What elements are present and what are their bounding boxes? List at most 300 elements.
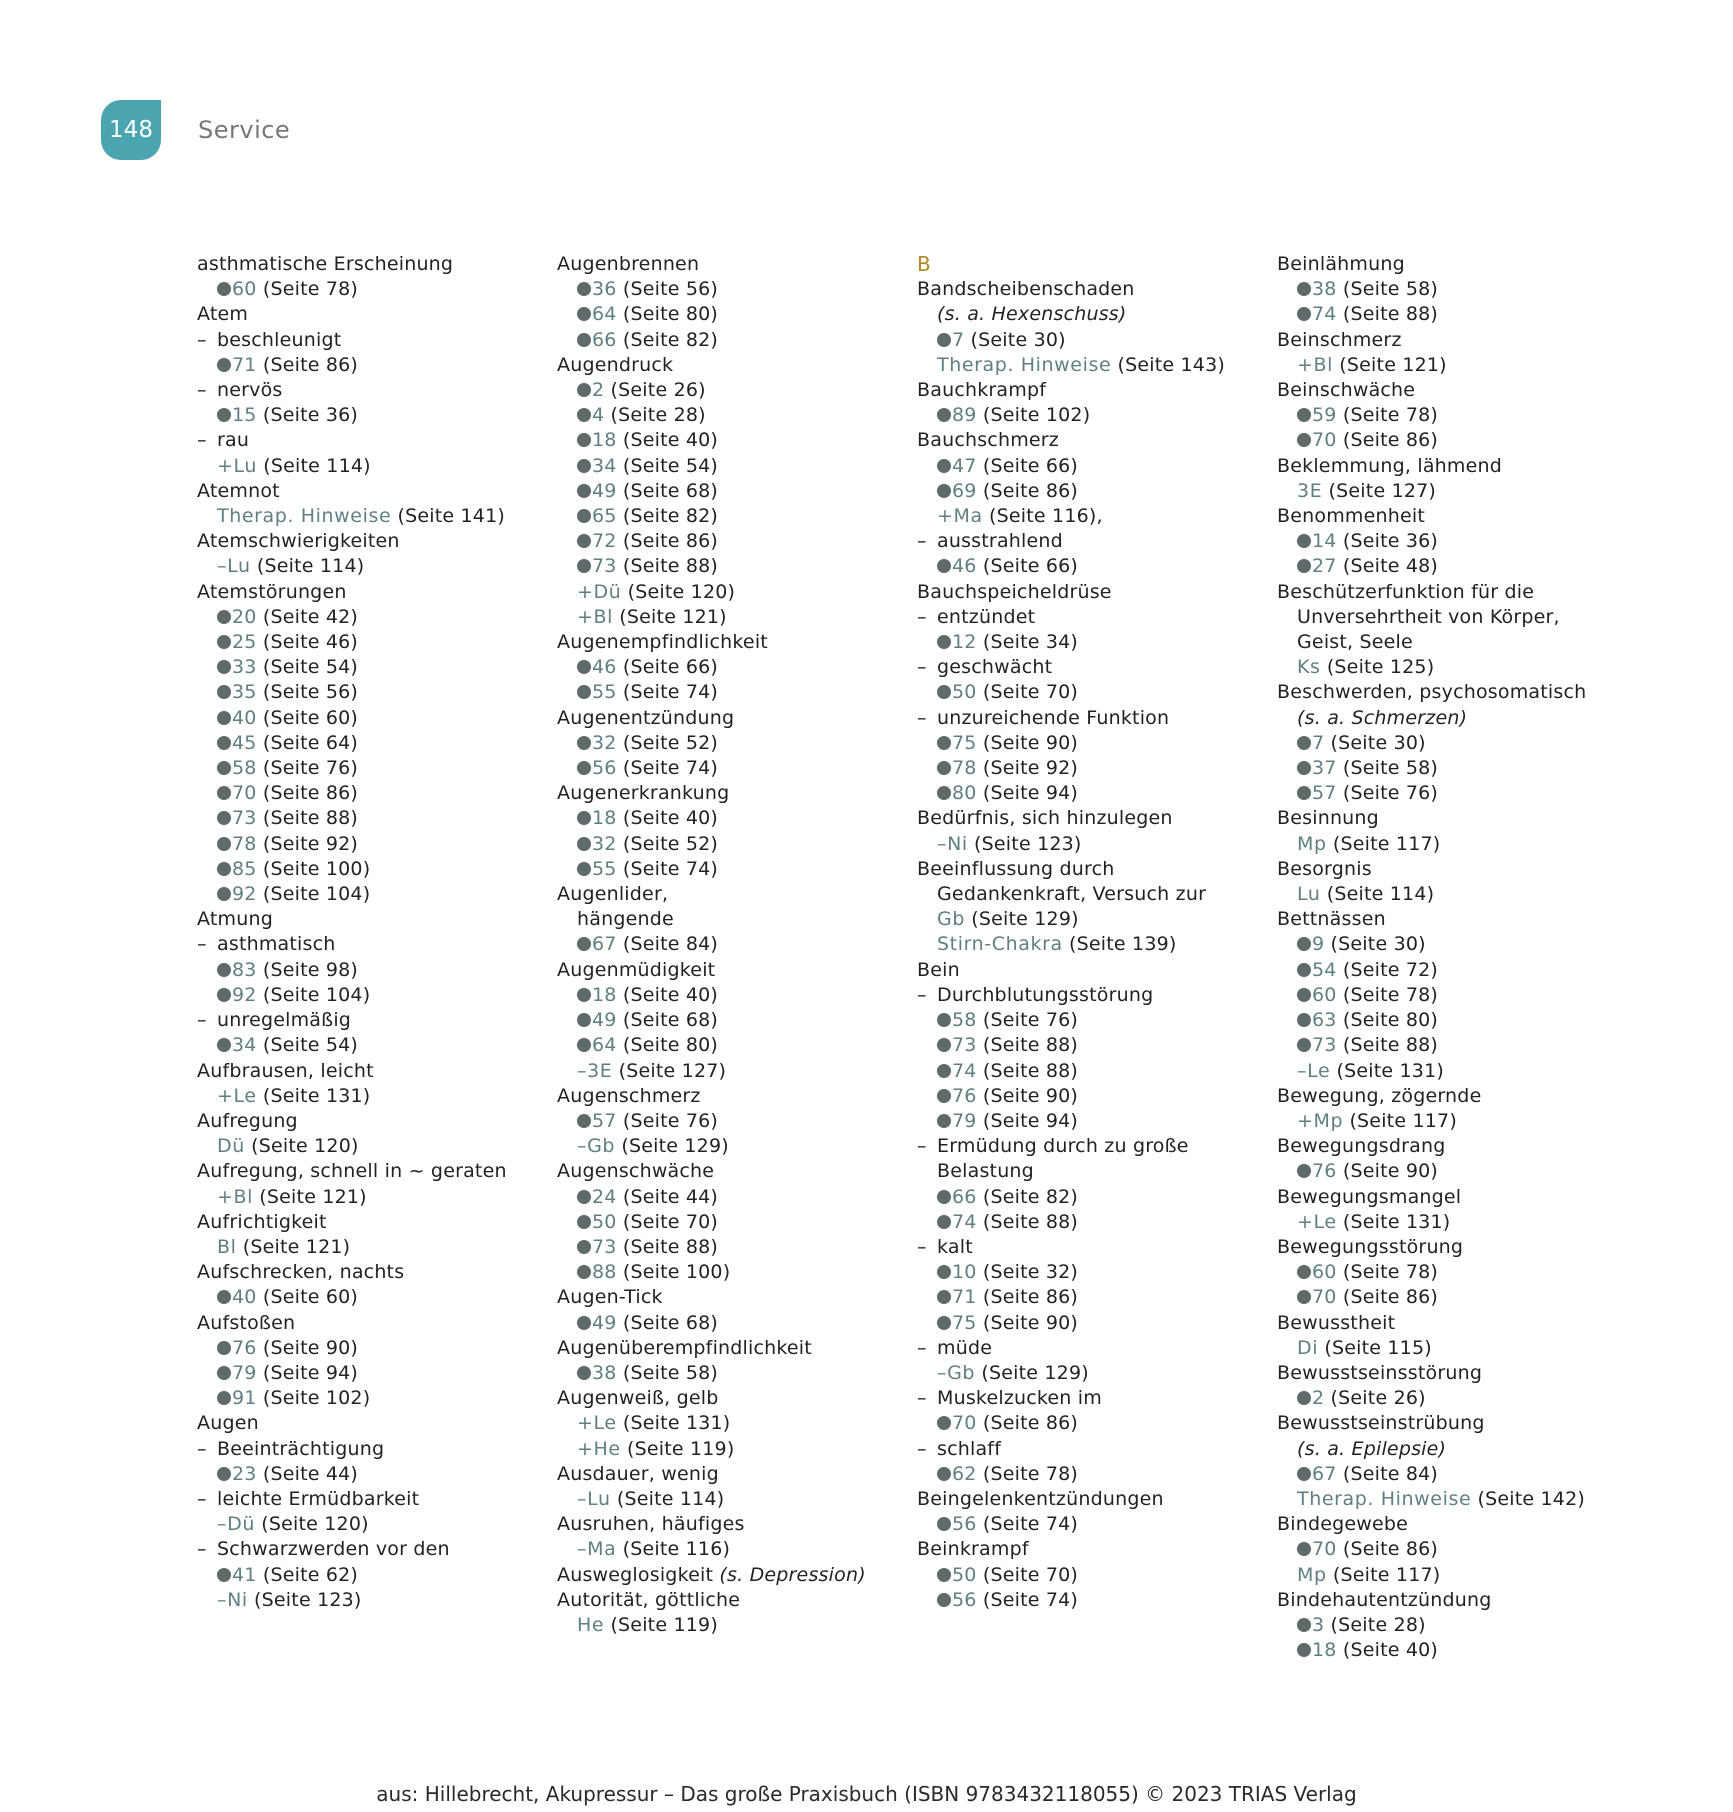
index-entry-term: Ausweglosigkeit bbox=[557, 1563, 714, 1586]
index-entry: Ausdauer, wenig bbox=[557, 1462, 719, 1485]
point-reference bbox=[917, 1084, 1262, 1109]
index-subentry bbox=[197, 378, 542, 403]
index-subentry bbox=[917, 655, 1262, 680]
acupoint-dot-icon bbox=[217, 358, 231, 372]
index-entry: Beinkrampf bbox=[917, 1538, 1029, 1561]
acupoint-dot-icon bbox=[1297, 408, 1311, 422]
page-reference: (Seite 40) bbox=[622, 983, 719, 1006]
point-number: 73 bbox=[952, 1034, 977, 1057]
meridian-code: Lu bbox=[1297, 883, 1321, 906]
point-number: 74 bbox=[952, 1059, 977, 1082]
page-reference: (Seite 94) bbox=[262, 1361, 359, 1384]
point-reference bbox=[1277, 1159, 1622, 1184]
index-subentry-term: Schwarzwerden vor den bbox=[217, 1538, 450, 1561]
acupoint-dot-icon bbox=[1297, 307, 1311, 321]
page-reference: (Seite 26) bbox=[1330, 1387, 1426, 1410]
acupoint-dot-icon bbox=[217, 1366, 231, 1380]
page-reference: (Seite 70) bbox=[982, 681, 1079, 704]
dash-glyph: – bbox=[197, 379, 207, 402]
point-reference bbox=[557, 1008, 902, 1033]
page-reference: (Seite 68) bbox=[622, 1311, 719, 1334]
point-reference bbox=[557, 1033, 902, 1058]
page-reference: (Seite 115) bbox=[1324, 1336, 1432, 1359]
point-reference bbox=[917, 1059, 1262, 1084]
index-subentry bbox=[917, 983, 1262, 1008]
index-entry: Augenentzündung bbox=[557, 706, 735, 729]
meridian-code: +Le bbox=[217, 1084, 257, 1107]
page-reference: (Seite 120) bbox=[261, 1513, 369, 1536]
point-number: 78 bbox=[952, 757, 977, 780]
page-reference: (Seite 80) bbox=[1342, 1009, 1439, 1032]
meridian-reference bbox=[917, 1361, 1262, 1386]
page-reference: (Seite 82) bbox=[622, 328, 719, 351]
meridian-code: Mp bbox=[1297, 1563, 1327, 1586]
index-entry: Beinschmerz bbox=[1277, 328, 1402, 351]
meridian-reference bbox=[197, 454, 542, 479]
point-number: 79 bbox=[232, 1361, 257, 1384]
point-number: 60 bbox=[1312, 1261, 1337, 1284]
point-number: 69 bbox=[952, 479, 977, 502]
meridian-reference bbox=[1277, 1487, 1622, 1512]
point-number: 75 bbox=[952, 731, 977, 754]
acupoint-dot-icon bbox=[937, 1290, 951, 1304]
meridian-reference bbox=[917, 907, 1262, 932]
acupoint-dot-icon bbox=[217, 1568, 231, 1582]
page-reference: (Seite 58) bbox=[1342, 757, 1439, 780]
point-reference bbox=[557, 655, 902, 680]
point-reference bbox=[917, 1411, 1262, 1436]
index-subentry bbox=[917, 1235, 1262, 1260]
index-entry: Augenerkrankung bbox=[557, 782, 730, 805]
meridian-reference bbox=[917, 504, 1262, 529]
point-number: 3 bbox=[1312, 1613, 1325, 1636]
page-reference: (Seite 88) bbox=[982, 1059, 1079, 1082]
page-reference: (Seite 114) bbox=[256, 555, 365, 578]
page-reference: (Seite 131) bbox=[1336, 1059, 1444, 1082]
meridian-reference bbox=[1277, 479, 1622, 504]
index-subentry-term: unregelmäßig bbox=[217, 1009, 352, 1032]
point-reference bbox=[1277, 529, 1622, 554]
meridian-code: –Ni bbox=[217, 1588, 248, 1611]
index-subentry bbox=[917, 1386, 1262, 1411]
point-number: 60 bbox=[1312, 983, 1337, 1006]
point-number: 57 bbox=[1312, 782, 1337, 805]
index-entry: Bewegungsmangel bbox=[1277, 1185, 1462, 1208]
index-subentry bbox=[197, 1537, 542, 1562]
point-reference bbox=[1277, 731, 1622, 756]
index-subentry bbox=[197, 932, 542, 957]
point-reference bbox=[197, 958, 542, 983]
page-reference: (Seite 66) bbox=[982, 555, 1079, 578]
point-number: 92 bbox=[232, 883, 257, 906]
point-reference bbox=[917, 1563, 1262, 1588]
point-number: 85 bbox=[232, 857, 257, 880]
point-number: 59 bbox=[1312, 404, 1337, 427]
page-reference: (Seite 48) bbox=[1342, 555, 1439, 578]
index-subentry-term: Durchblutungsstörung bbox=[937, 983, 1154, 1006]
index-entry: Atmung bbox=[197, 908, 273, 931]
point-number: 62 bbox=[952, 1462, 977, 1485]
dash-glyph: – bbox=[197, 1009, 207, 1032]
page-reference: (Seite 40) bbox=[622, 429, 719, 452]
index-entry: Beschwerden, psychosomatisch bbox=[1277, 681, 1587, 704]
acupoint-dot-icon bbox=[937, 484, 951, 498]
meridian-reference bbox=[1277, 882, 1622, 907]
point-reference bbox=[197, 680, 542, 705]
point-number: 49 bbox=[592, 1311, 617, 1334]
point-reference bbox=[557, 479, 902, 504]
index-entry: Augen-Tick bbox=[557, 1286, 663, 1309]
index-column-4 bbox=[1277, 252, 1622, 1663]
point-reference bbox=[197, 706, 542, 731]
page-reference: (Seite 30) bbox=[970, 328, 1066, 351]
meridian-reference bbox=[557, 1537, 902, 1562]
page-reference: (Seite 76) bbox=[1342, 782, 1439, 805]
point-reference bbox=[557, 756, 902, 781]
point-number: 70 bbox=[1312, 429, 1337, 452]
index-subentry bbox=[197, 1437, 542, 1462]
point-reference bbox=[557, 832, 902, 857]
point-number: 64 bbox=[592, 303, 617, 326]
index-subentry bbox=[917, 529, 1262, 554]
page-reference: (Seite 86) bbox=[1342, 1286, 1439, 1309]
point-number: 33 bbox=[232, 656, 257, 679]
page-number-badge: 148 bbox=[101, 100, 161, 160]
page-reference: (Seite 114) bbox=[616, 1487, 725, 1510]
meridian-reference bbox=[197, 504, 542, 529]
meridian-code: Mp bbox=[1297, 832, 1327, 855]
point-reference bbox=[557, 378, 902, 403]
page-reference: (Seite 60) bbox=[262, 706, 359, 729]
point-number: 10 bbox=[952, 1261, 977, 1284]
page-reference: (Seite 86) bbox=[262, 353, 359, 376]
index-entry: Aufregung, schnell in ~ geraten bbox=[197, 1160, 507, 1183]
acupoint-dot-icon bbox=[217, 282, 231, 296]
point-reference bbox=[917, 756, 1262, 781]
acupoint-dot-icon bbox=[577, 509, 591, 523]
page-reference: (Seite 32) bbox=[982, 1261, 1079, 1284]
point-number: 49 bbox=[592, 479, 617, 502]
acupoint-dot-icon bbox=[577, 862, 591, 876]
acupoint-dot-icon bbox=[1297, 1013, 1311, 1027]
meridian-code: +Lu bbox=[217, 454, 258, 477]
acupoint-dot-icon bbox=[1297, 433, 1311, 447]
point-reference bbox=[557, 302, 902, 327]
page-reference: (Seite 56) bbox=[622, 278, 719, 301]
index-entry: Bewegungsdrang bbox=[1277, 1135, 1446, 1158]
dash-glyph: – bbox=[917, 1437, 927, 1460]
acupoint-dot-icon bbox=[577, 383, 591, 397]
acupoint-dot-icon bbox=[577, 811, 591, 825]
meridian-code: +He bbox=[577, 1437, 621, 1460]
point-number: 18 bbox=[592, 983, 617, 1006]
acupoint-dot-icon bbox=[577, 660, 591, 674]
point-reference bbox=[1277, 1260, 1622, 1285]
point-number: 20 bbox=[232, 605, 257, 628]
point-reference bbox=[557, 454, 902, 479]
page-reference: (Seite 34) bbox=[982, 631, 1079, 654]
point-number: 58 bbox=[952, 1009, 977, 1032]
index-subentry-term: ausstrahlend bbox=[937, 530, 1063, 553]
page-reference: (Seite 86) bbox=[262, 782, 359, 805]
point-number: 50 bbox=[592, 1210, 617, 1233]
page-reference: (Seite 98) bbox=[262, 958, 359, 981]
point-number: 15 bbox=[232, 404, 257, 427]
point-number: 34 bbox=[232, 1034, 257, 1057]
index-column-3 bbox=[917, 252, 1262, 1613]
page-footer-citation: aus: Hillebrecht, Akupressur – Das große Praxisbuch (ISBN 9783432118055) © 2023 TRIAS Verlag bbox=[376, 1782, 1357, 1806]
index-subentry-term: asthmatisch bbox=[217, 933, 336, 956]
point-reference bbox=[197, 806, 542, 831]
point-reference bbox=[557, 554, 902, 579]
point-reference bbox=[1277, 1638, 1622, 1663]
page-reference: (Seite 72) bbox=[1342, 958, 1439, 981]
meridian-code: +Le bbox=[1297, 1210, 1337, 1233]
point-reference bbox=[197, 1386, 542, 1411]
point-number: 55 bbox=[592, 681, 617, 704]
index-entry: Autorität, göttliche bbox=[557, 1588, 741, 1611]
point-number: 12 bbox=[952, 631, 977, 654]
index-see-also: (s. a. Epilepsie) bbox=[1297, 1437, 1447, 1460]
point-number: 47 bbox=[952, 454, 977, 477]
point-number: 4 bbox=[592, 404, 605, 427]
meridian-code: Bl bbox=[217, 1235, 237, 1258]
dash-glyph: – bbox=[197, 1538, 207, 1561]
index-entry: Bedürfnis, sich hinzulegen bbox=[917, 807, 1173, 830]
dash-glyph: – bbox=[917, 1387, 927, 1410]
dash-glyph: – bbox=[197, 1437, 207, 1460]
page-reference: (Seite 92) bbox=[982, 757, 1079, 780]
point-number: 24 bbox=[592, 1185, 617, 1208]
page-reference: (Seite 131) bbox=[622, 1412, 731, 1435]
page-reference: (Seite 120) bbox=[627, 580, 736, 603]
point-reference bbox=[197, 857, 542, 882]
acupoint-dot-icon bbox=[217, 1391, 231, 1405]
point-reference bbox=[197, 1462, 542, 1487]
meridian-code: +Le bbox=[577, 1412, 617, 1435]
dash-glyph: – bbox=[917, 1135, 927, 1158]
meridian-code: +Ma bbox=[937, 505, 983, 528]
meridian-code: Ks bbox=[1297, 656, 1321, 679]
point-reference bbox=[1277, 1537, 1622, 1562]
acupoint-dot-icon bbox=[577, 685, 591, 699]
page-reference: (Seite 86) bbox=[1342, 1538, 1439, 1561]
meridian-reference bbox=[1277, 1059, 1622, 1084]
index-entry: Benommenheit bbox=[1277, 505, 1425, 528]
acupoint-dot-icon bbox=[937, 1114, 951, 1128]
acupoint-dot-icon bbox=[577, 459, 591, 473]
index-entry: asthmatische Erscheinung bbox=[197, 253, 454, 275]
dash-glyph: – bbox=[917, 605, 927, 628]
page-reference: (Seite 78) bbox=[1342, 1261, 1439, 1284]
index-subentry bbox=[917, 1437, 1262, 1462]
page-reference: (Seite 30) bbox=[1330, 731, 1426, 754]
index-entry: Bauchspeicheldrüse bbox=[917, 580, 1112, 603]
point-reference bbox=[557, 403, 902, 428]
meridian-reference bbox=[197, 1512, 542, 1537]
page-reference: (Seite 90) bbox=[982, 1311, 1079, 1334]
index-entry: Bauchkrampf bbox=[917, 379, 1047, 402]
point-reference bbox=[1277, 781, 1622, 806]
acupoint-dot-icon bbox=[577, 736, 591, 750]
page-reference: (Seite 74) bbox=[622, 757, 719, 780]
index-subentry-term: leichte Ermüdbarkeit bbox=[217, 1487, 420, 1510]
acupoint-dot-icon bbox=[577, 1114, 591, 1128]
meridian-code: +Bl bbox=[577, 605, 614, 628]
page-reference: (Seite 78) bbox=[1342, 983, 1439, 1006]
page-reference: (Seite 104) bbox=[262, 883, 371, 906]
point-number: 92 bbox=[232, 983, 257, 1006]
section-title: Service bbox=[198, 116, 291, 144]
point-reference bbox=[1277, 277, 1622, 302]
acupoint-dot-icon bbox=[217, 862, 231, 876]
point-reference bbox=[197, 832, 542, 857]
index-entry: Augenempfindlichkeit bbox=[557, 631, 768, 654]
acupoint-dot-icon bbox=[937, 736, 951, 750]
meridian-reference bbox=[1277, 1336, 1622, 1361]
point-number: 79 bbox=[952, 1109, 977, 1132]
meridian-reference bbox=[197, 554, 542, 579]
point-reference bbox=[917, 1588, 1262, 1613]
index-entry: Augenweiß, gelb bbox=[557, 1387, 719, 1410]
page-reference: (Seite 70) bbox=[982, 1563, 1079, 1586]
acupoint-dot-icon bbox=[217, 761, 231, 775]
point-number: 18 bbox=[1312, 1639, 1337, 1662]
index-entry: Bandscheibenschaden bbox=[917, 278, 1135, 301]
point-reference bbox=[1277, 958, 1622, 983]
acupoint-dot-icon bbox=[217, 988, 231, 1002]
meridian-reference bbox=[197, 1084, 542, 1109]
point-number: 64 bbox=[592, 1034, 617, 1057]
meridian-reference bbox=[917, 353, 1262, 378]
point-reference bbox=[557, 1361, 902, 1386]
page-reference: (Seite 139) bbox=[1069, 933, 1177, 956]
point-reference bbox=[917, 1210, 1262, 1235]
acupoint-dot-icon bbox=[1297, 963, 1311, 977]
page-reference: (Seite 127) bbox=[1328, 479, 1437, 502]
acupoint-dot-icon bbox=[937, 1089, 951, 1103]
dash-glyph: – bbox=[917, 706, 927, 729]
page-reference: (Seite 54) bbox=[262, 656, 359, 679]
index-entry: Atem bbox=[197, 303, 249, 326]
point-reference bbox=[197, 1285, 542, 1310]
meridian-code: 3E bbox=[1297, 479, 1323, 502]
acupoint-dot-icon bbox=[217, 635, 231, 649]
index-subentry-term: rau bbox=[217, 429, 250, 452]
meridian-reference bbox=[917, 932, 1262, 957]
page-reference: (Seite 123) bbox=[974, 832, 1082, 855]
point-number: 2 bbox=[1312, 1387, 1325, 1410]
meridian-code: Therap. Hinweise bbox=[217, 505, 392, 528]
acupoint-dot-icon bbox=[1297, 1164, 1311, 1178]
point-number: 35 bbox=[232, 681, 257, 704]
acupoint-dot-icon bbox=[217, 963, 231, 977]
page-reference: (Seite 90) bbox=[262, 1336, 359, 1359]
page-reference: (Seite 54) bbox=[262, 1034, 359, 1057]
meridian-reference bbox=[557, 1411, 902, 1436]
dash-glyph: – bbox=[197, 933, 207, 956]
index-entry: Atemschwierigkeiten bbox=[197, 530, 400, 553]
point-number: 76 bbox=[1312, 1160, 1337, 1183]
point-number: 50 bbox=[952, 1563, 977, 1586]
index-entry: Beinschwäche bbox=[1277, 379, 1416, 402]
point-number: 72 bbox=[592, 530, 617, 553]
page-reference: (Seite 74) bbox=[982, 1588, 1079, 1611]
point-reference bbox=[197, 655, 542, 680]
index-entry: Bewusstheit bbox=[1277, 1311, 1396, 1334]
point-number: 70 bbox=[1312, 1538, 1337, 1561]
point-number: 70 bbox=[952, 1412, 977, 1435]
acupoint-dot-icon bbox=[577, 761, 591, 775]
index-entry: Bauchschmerz bbox=[917, 429, 1059, 452]
dash-glyph: – bbox=[917, 1235, 927, 1258]
index-subentry bbox=[917, 1134, 1262, 1159]
page-reference: (Seite 117) bbox=[1332, 832, 1441, 855]
point-reference bbox=[197, 1336, 542, 1361]
point-number: 56 bbox=[952, 1513, 977, 1536]
point-reference bbox=[557, 1235, 902, 1260]
point-reference bbox=[917, 1185, 1262, 1210]
acupoint-dot-icon bbox=[577, 1013, 591, 1027]
point-number: 2 bbox=[592, 379, 605, 402]
point-number: 66 bbox=[952, 1185, 977, 1208]
index-entry: Ausruhen, häufiges bbox=[557, 1513, 745, 1536]
meridian-reference bbox=[557, 1059, 902, 1084]
page-reference: (Seite 80) bbox=[622, 303, 719, 326]
point-number: 89 bbox=[952, 404, 977, 427]
acupoint-dot-icon bbox=[577, 333, 591, 347]
point-reference bbox=[1277, 403, 1622, 428]
point-reference bbox=[1277, 302, 1622, 327]
acupoint-dot-icon bbox=[1297, 1265, 1311, 1279]
page-reference: (Seite 26) bbox=[610, 379, 706, 402]
acupoint-dot-icon bbox=[577, 937, 591, 951]
page-reference: (Seite 116) bbox=[622, 1538, 731, 1561]
page-reference: (Seite 44) bbox=[622, 1185, 719, 1208]
acupoint-dot-icon bbox=[937, 1190, 951, 1204]
meridian-code: –Lu bbox=[577, 1487, 611, 1510]
page-reference: (Seite 125) bbox=[1326, 656, 1435, 679]
page-reference: (Seite 121) bbox=[259, 1185, 367, 1208]
page-reference: (Seite 88) bbox=[982, 1034, 1079, 1057]
page-reference: (Seite 44) bbox=[262, 1462, 359, 1485]
page-reference: (Seite 131) bbox=[1342, 1210, 1451, 1233]
acupoint-dot-icon bbox=[217, 610, 231, 624]
acupoint-dot-icon bbox=[937, 1265, 951, 1279]
point-number: 56 bbox=[952, 1588, 977, 1611]
meridian-reference bbox=[1277, 1210, 1622, 1235]
point-number: 46 bbox=[952, 555, 977, 578]
page-reference: (Seite 66) bbox=[622, 656, 719, 679]
page-reference: (Seite 66) bbox=[982, 454, 1079, 477]
point-number: 18 bbox=[592, 807, 617, 830]
point-number: 37 bbox=[1312, 757, 1337, 780]
meridian-code: Stirn-Chakra bbox=[937, 933, 1063, 956]
index-entry: Aufregung bbox=[197, 1109, 298, 1132]
acupoint-dot-icon bbox=[1297, 1643, 1311, 1657]
index-entry: Beingelenkentzündungen bbox=[917, 1487, 1164, 1510]
point-reference bbox=[917, 1311, 1262, 1336]
dash-glyph: – bbox=[197, 328, 207, 351]
acupoint-dot-icon bbox=[1297, 1038, 1311, 1052]
page-reference: (Seite 40) bbox=[1342, 1639, 1439, 1662]
acupoint-dot-icon bbox=[577, 1038, 591, 1052]
point-number: 46 bbox=[592, 656, 617, 679]
acupoint-dot-icon bbox=[937, 786, 951, 800]
meridian-reference bbox=[1277, 1109, 1622, 1134]
acupoint-dot-icon bbox=[217, 736, 231, 750]
point-reference bbox=[557, 504, 902, 529]
